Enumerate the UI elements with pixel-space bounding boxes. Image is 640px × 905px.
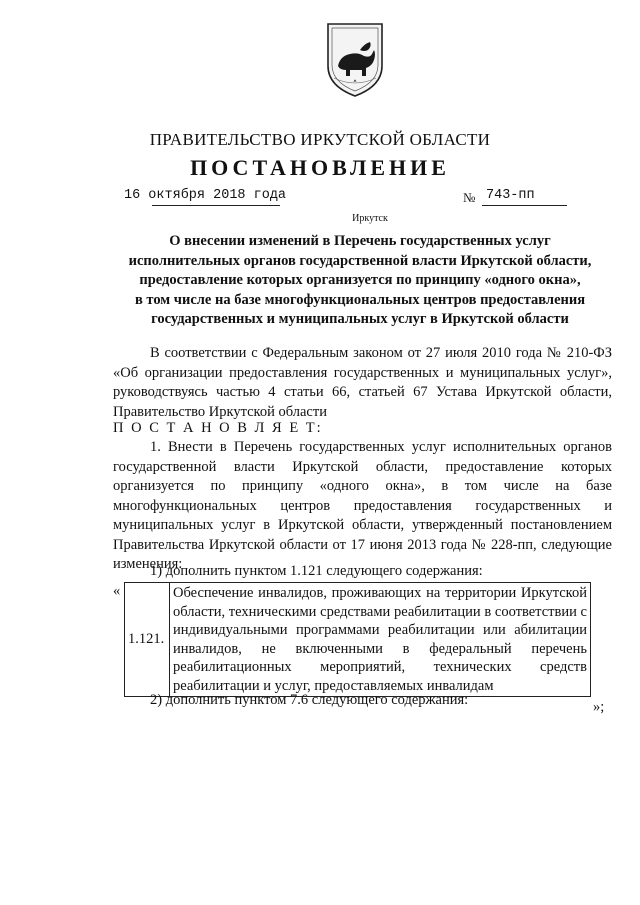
document-subject xyxy=(100,232,620,330)
subject-line: государственных и муниципальных услуг в Иркутской области xyxy=(151,311,569,327)
document-type: ПОСТАНОВЛЕНИЕ xyxy=(190,155,450,180)
subject-line: исполнительных органов государственной власти Иркутской области, xyxy=(128,252,592,269)
subpoint-1: 1) дополнить пунктом 1.121 следующего содержания: xyxy=(150,563,483,579)
inserted-item-table xyxy=(124,582,591,697)
item-code-cell: 1.121. xyxy=(125,583,170,697)
quote-open: « xyxy=(113,583,121,599)
government-name: ПРАВИТЕЛЬСТВО ИРКУТСКОЙ ОБЛАСТИ xyxy=(149,130,491,149)
table-row xyxy=(125,583,591,697)
document-number: 743-пп xyxy=(486,188,535,203)
quote-close: »; xyxy=(593,699,605,715)
preamble-paragraph: В соответствии с Федеральным законом от 27 июля 2010 года № 210-ФЗ «Об организации предоставления государственных и муниципальных услуг», руководствуясь частью 4 статьи 66, статьей 67 Устава Иркутской области, Правительство Иркутской области xyxy=(113,345,612,420)
item-text-cell: Обеспечение инвалидов, проживающих на территории Иркутской области, техническими средствами реабилитации в соответствии с индивидуальными программами реабилитации или абилитации инвалидов, не включенными в федеральный перечень реабилитационных мероприятий, технических средств реабилитации и услуг, предоставляемых инвалидам xyxy=(170,583,591,697)
subject-line: предоставление которых организуется по принципу «одного окна», xyxy=(139,272,581,288)
document-date: 16 октября 2018 года xyxy=(124,188,287,203)
city: Иркутск xyxy=(352,213,388,224)
date-underline xyxy=(152,205,280,206)
number-label: № xyxy=(463,190,476,205)
subpoint-2: 2) дополнить пунктом 7.6 следующего содержания: xyxy=(150,692,469,708)
irkutsk-coat-of-arms-icon xyxy=(324,20,386,98)
subject-line: О внесении изменений в Перечень государственных услуг xyxy=(169,233,551,249)
resolves-word: П О С Т А Н О В Л Я Е Т: xyxy=(113,420,323,436)
subject-line: в том числе на базе многофункциональных центров предоставления xyxy=(134,291,586,308)
number-underline xyxy=(482,205,567,206)
point-1-paragraph: 1. Внести в Перечень государственных услуг исполнительных органов государственной власти Иркутской области, предоставление которых организуется по принципу «одного окна», в том числе на базе многофункциональных центров предоставления государственных и муниципальных услуг в Иркутской области, утвержденный постановлением Правительства Иркутской области от 17 июня 2013 года № 228-пп, следующие изменения: xyxy=(113,439,612,572)
